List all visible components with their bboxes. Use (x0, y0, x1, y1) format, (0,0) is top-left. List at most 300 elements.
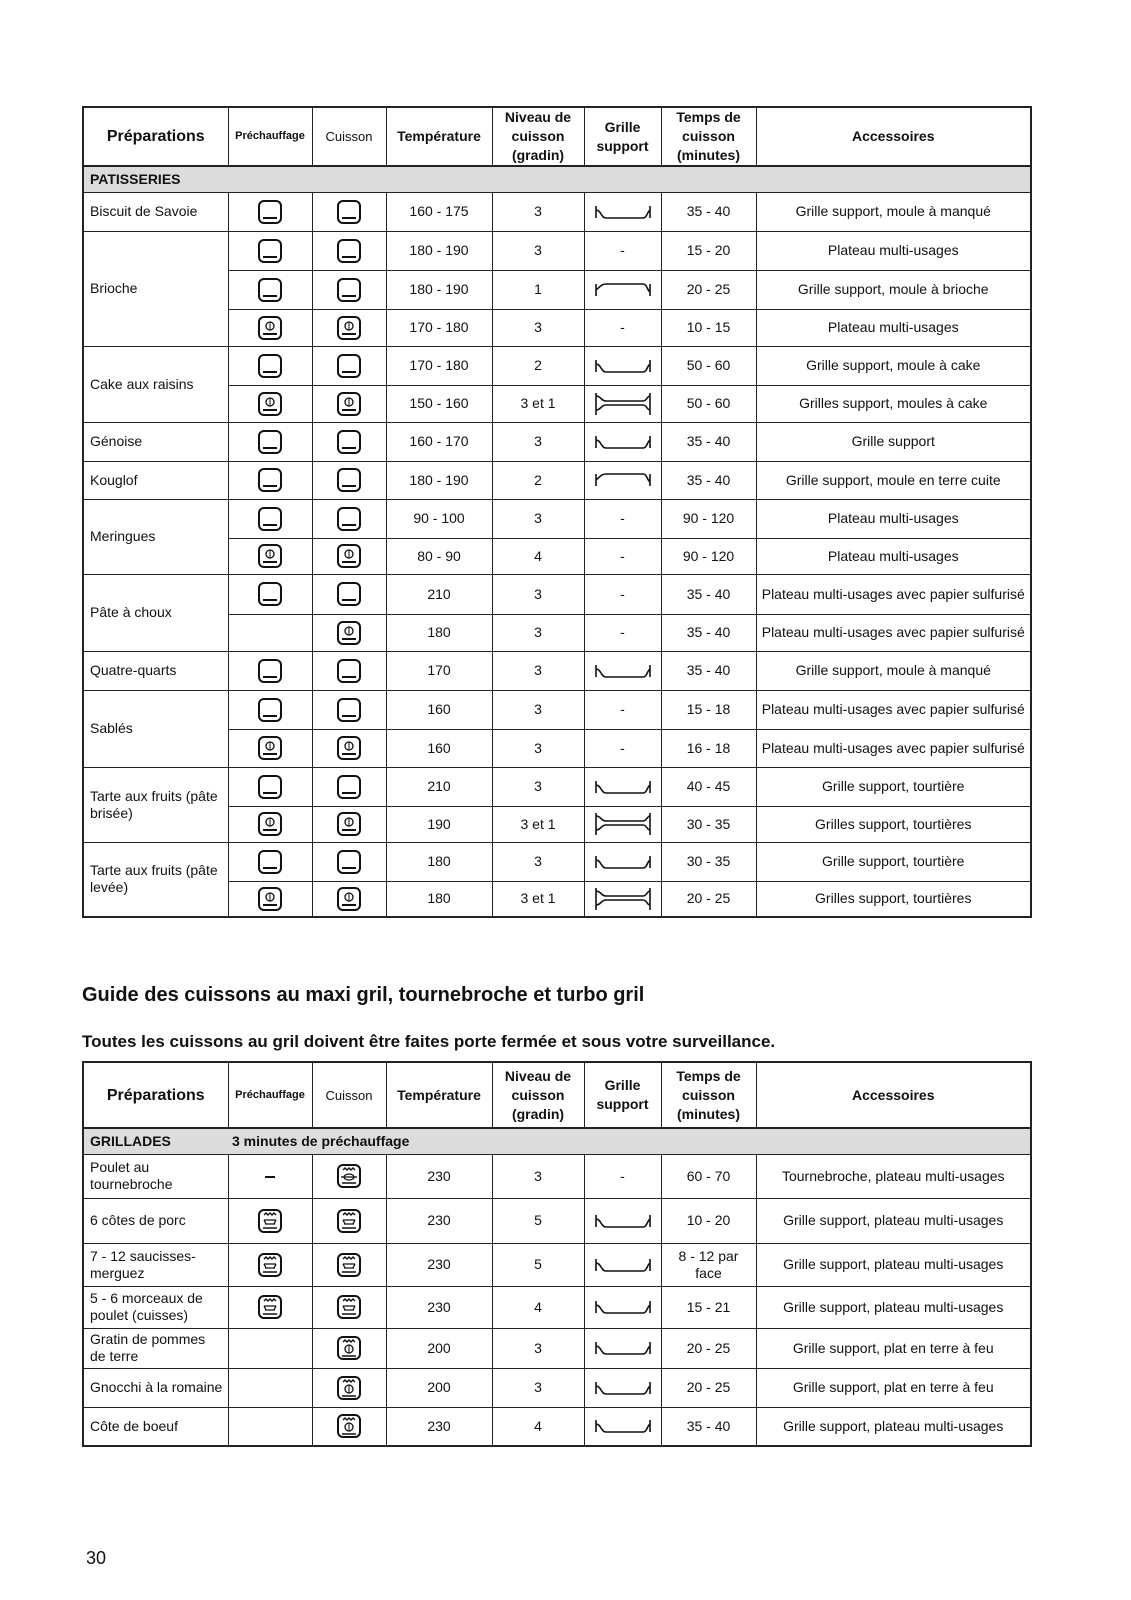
table-row (83, 1407, 1031, 1446)
rack-position-icon (593, 773, 653, 801)
preparation-name: Cake aux raisins (83, 346, 228, 422)
grille-cell (584, 881, 661, 917)
table-row (83, 574, 1031, 614)
rack-position-icon (593, 1412, 653, 1440)
oven-static-icon (336, 353, 362, 379)
rack-position-icon (593, 390, 653, 418)
cuisson-cell (312, 767, 386, 806)
cuisson-cell (312, 1286, 386, 1328)
table-row (83, 1286, 1031, 1328)
niveau-cell: 2 (492, 346, 584, 385)
temps-cell: 35 - 40 (661, 422, 756, 461)
niveau-cell: 1 (492, 270, 584, 309)
table-row (83, 651, 1031, 690)
preparation-name: 6 côtes de porc (83, 1198, 228, 1243)
grille-cell (584, 1243, 661, 1286)
fan-oven-icon (257, 735, 283, 761)
prechauffage-cell (228, 309, 312, 346)
header-cuisson: Cuisson (312, 1062, 386, 1128)
preparation-name: 7 - 12 saucisses-merguez (83, 1243, 228, 1286)
temperature-cell: 160 (386, 729, 492, 767)
oven-static-icon (257, 506, 283, 532)
prechauffage-cell (228, 806, 312, 842)
temperature-cell: 210 (386, 574, 492, 614)
fan-oven-icon (336, 391, 362, 417)
temperature-cell: 190 (386, 806, 492, 842)
oven-static-icon (336, 277, 362, 303)
table-row (83, 1198, 1031, 1243)
oven-static-icon (336, 506, 362, 532)
temperature-cell: 80 - 90 (386, 538, 492, 574)
fan-oven-icon (336, 811, 362, 837)
page-number: 30 (86, 1548, 107, 1568)
niveau-cell: 3 (492, 651, 584, 690)
temps-cell: 10 - 15 (661, 309, 756, 346)
prechauffage-cell (228, 729, 312, 767)
prechauffage-cell (228, 422, 312, 461)
oven-static-icon (257, 277, 283, 303)
rack-position-icon (593, 466, 653, 494)
fan-oven-icon (257, 543, 283, 569)
accessoires-cell: Tournebroche, plateau multi-usages (756, 1154, 1031, 1198)
cuisson-cell (312, 1243, 386, 1286)
grille-cell (584, 842, 661, 881)
header-niveau: Niveau de cuisson (gradin) (492, 107, 584, 166)
accessoires-cell: Grille support, plateau multi-usages (756, 1407, 1031, 1446)
cuisson-cell (312, 346, 386, 385)
temps-cell: 15 - 18 (661, 690, 756, 729)
grill-icon (257, 1294, 283, 1320)
prechauffage-cell (228, 1154, 312, 1198)
grille-cell: - (584, 574, 661, 614)
niveau-cell: 3 (492, 767, 584, 806)
preparation-name: Brioche (83, 231, 228, 346)
cuisson-cell (312, 231, 386, 270)
temps-cell: 20 - 25 (661, 881, 756, 917)
header-temperature: Température (386, 107, 492, 166)
accessoires-cell: Plateau multi-usages avec papier sulfurisé (756, 729, 1031, 767)
header-temperature: Température (386, 1062, 492, 1128)
oven-static-icon (336, 429, 362, 455)
temps-cell: 15 - 21 (661, 1286, 756, 1328)
temperature-cell: 90 - 100 (386, 499, 492, 538)
header-prechauffage: Préchauffage (228, 1062, 312, 1128)
grill-guide-heading: Guide des cuissons au maxi gril, tournebroche et turbo gril (82, 984, 645, 1006)
header-prechauffage: Préchauffage (228, 107, 312, 166)
prechauffage-cell (228, 1198, 312, 1243)
header-grille: Grille support (584, 107, 661, 166)
accessoires-cell: Grille support, moule à cake (756, 346, 1031, 385)
header-grille: Grille support (584, 1062, 661, 1128)
oven-static-icon (336, 238, 362, 264)
accessoires-cell: Plateau multi-usages (756, 309, 1031, 346)
table-row (83, 192, 1031, 231)
cuisson-cell (312, 651, 386, 690)
section-grillades (83, 1128, 1031, 1154)
niveau-cell: 3 (492, 690, 584, 729)
accessoires-cell: Plateau multi-usages (756, 538, 1031, 574)
temperature-cell: 170 - 180 (386, 346, 492, 385)
grille-cell (584, 385, 661, 422)
prechauffage-cell (228, 614, 312, 651)
grill-icon (336, 1208, 362, 1234)
prechauffage-cell (228, 1243, 312, 1286)
temperature-cell: 160 - 170 (386, 422, 492, 461)
grille-cell: - (584, 614, 661, 651)
fan-oven-icon (257, 391, 283, 417)
temperature-cell: 180 - 190 (386, 270, 492, 309)
accessoires-cell: Grille support, moule en terre cuite (756, 461, 1031, 499)
turbo-grill-icon (336, 1335, 362, 1361)
temperature-cell: 160 (386, 690, 492, 729)
temperature-cell: 200 (386, 1368, 492, 1407)
cuisson-cell (312, 1154, 386, 1198)
prechauffage-cell (228, 767, 312, 806)
niveau-cell: 3 (492, 842, 584, 881)
temperature-cell: 180 (386, 842, 492, 881)
grille-cell (584, 346, 661, 385)
rack-position-icon (593, 1334, 653, 1362)
oven-static-icon (257, 774, 283, 800)
grille-cell (584, 270, 661, 309)
temperature-cell: 200 (386, 1328, 492, 1368)
grille-cell (584, 1407, 661, 1446)
temperature-cell: 170 (386, 651, 492, 690)
grille-cell (584, 1286, 661, 1328)
prechauffage-cell (228, 231, 312, 270)
oven-static-icon (257, 467, 283, 493)
rack-position-icon (593, 1251, 653, 1279)
turbo-grill-icon (336, 1375, 362, 1401)
niveau-cell: 3 (492, 1154, 584, 1198)
table-row (83, 1243, 1031, 1286)
table-row (83, 767, 1031, 806)
niveau-cell: 3 (492, 614, 584, 651)
preparation-name: 5 - 6 morceaux de poulet (cuisses) (83, 1286, 228, 1328)
oven-static-icon (336, 849, 362, 875)
prechauffage-cell (228, 1286, 312, 1328)
turbo-grill-icon (336, 1413, 362, 1439)
accessoires-cell: Grille support, plat en terre à feu (756, 1328, 1031, 1368)
section-grillades-label: GRILLADES (90, 1132, 171, 1149)
table-row (83, 690, 1031, 729)
header-temps: Temps de cuisson (minutes) (661, 107, 756, 166)
table-row (83, 499, 1031, 538)
oven-static-icon (257, 658, 283, 684)
preparation-name: Gnocchi à la romaine (83, 1368, 228, 1407)
oven-static-icon (336, 199, 362, 225)
oven-static-icon (336, 581, 362, 607)
preparation-name: Kouglof (83, 461, 228, 499)
temperature-cell: 180 - 190 (386, 461, 492, 499)
temperature-cell: 230 (386, 1198, 492, 1243)
niveau-cell: 4 (492, 1286, 584, 1328)
temps-cell: 35 - 40 (661, 574, 756, 614)
preparation-name: Côte de boeuf (83, 1407, 228, 1446)
oven-static-icon (257, 238, 283, 264)
table-row (83, 1328, 1031, 1368)
table-row (83, 842, 1031, 881)
oven-static-icon (336, 774, 362, 800)
patisseries-table (82, 106, 1032, 918)
prechauffage-cell (228, 538, 312, 574)
accessoires-cell: Grille support, plateau multi-usages (756, 1198, 1031, 1243)
grille-cell (584, 192, 661, 231)
grille-cell: - (584, 729, 661, 767)
rack-position-icon (593, 1207, 653, 1235)
niveau-cell: 3 (492, 192, 584, 231)
prechauffage-cell (228, 192, 312, 231)
grille-cell (584, 1328, 661, 1368)
prechauffage-cell (228, 1368, 312, 1407)
table-row (83, 1368, 1031, 1407)
rack-position-icon (593, 428, 653, 456)
rack-position-icon (593, 810, 653, 838)
niveau-cell: 3 (492, 309, 584, 346)
niveau-cell: 3 et 1 (492, 881, 584, 917)
prechauffage-cell (228, 499, 312, 538)
cuisson-cell (312, 192, 386, 231)
fan-oven-icon (257, 315, 283, 341)
temperature-cell: 230 (386, 1286, 492, 1328)
temperature-cell: 180 - 190 (386, 231, 492, 270)
fan-oven-icon (336, 620, 362, 646)
oven-static-icon (257, 199, 283, 225)
temps-cell: 50 - 60 (661, 385, 756, 422)
temps-cell: 90 - 120 (661, 538, 756, 574)
grille-cell (584, 767, 661, 806)
prechauffage-cell (228, 842, 312, 881)
dash-icon (263, 1174, 277, 1180)
temps-cell: 35 - 40 (661, 1407, 756, 1446)
niveau-cell: 4 (492, 538, 584, 574)
preparation-name: Tarte aux fruits (pâte brisée) (83, 767, 228, 842)
grill-icon (336, 1252, 362, 1278)
preparation-name: Sablés (83, 690, 228, 767)
temperature-cell: 170 - 180 (386, 309, 492, 346)
table-row (83, 346, 1031, 385)
accessoires-cell: Plateau multi-usages avec papier sulfurisé (756, 574, 1031, 614)
niveau-cell: 3 (492, 574, 584, 614)
temperature-cell: 230 (386, 1243, 492, 1286)
accessoires-cell: Grille support, plateau multi-usages (756, 1243, 1031, 1286)
cuisson-cell (312, 385, 386, 422)
rack-position-icon (593, 1293, 653, 1321)
header-niveau: Niveau de cuisson (gradin) (492, 1062, 584, 1128)
oven-static-icon (336, 658, 362, 684)
grill-guide-subheading: Toutes les cuissons au gril doivent être faites porte fermée et sous votre surveillance. (82, 1032, 776, 1051)
accessoires-cell: Grilles support, moules à cake (756, 385, 1031, 422)
temps-cell: 40 - 45 (661, 767, 756, 806)
preparation-name: Biscuit de Savoie (83, 192, 228, 231)
rack-position-icon (593, 657, 653, 685)
grille-cell (584, 1368, 661, 1407)
fan-oven-icon (336, 735, 362, 761)
cuisson-cell (312, 309, 386, 346)
temps-cell: 30 - 35 (661, 842, 756, 881)
cuisson-cell (312, 881, 386, 917)
accessoires-cell: Plateau multi-usages (756, 231, 1031, 270)
grille-cell: - (584, 231, 661, 270)
accessoires-cell: Grille support, moule à brioche (756, 270, 1031, 309)
prechauffage-cell (228, 270, 312, 309)
prechauffage-cell (228, 346, 312, 385)
accessoires-cell: Plateau multi-usages avec papier sulfurisé (756, 614, 1031, 651)
accessoires-cell: Plateau multi-usages (756, 499, 1031, 538)
rack-position-icon (593, 848, 653, 876)
cuisson-cell (312, 422, 386, 461)
niveau-cell: 3 et 1 (492, 385, 584, 422)
oven-static-icon (336, 467, 362, 493)
preparation-name: Pâte à choux (83, 574, 228, 651)
oven-static-icon (257, 353, 283, 379)
table-row (83, 422, 1031, 461)
preparation-name: Poulet au tournebroche (83, 1154, 228, 1198)
niveau-cell: 3 et 1 (492, 806, 584, 842)
oven-static-icon (257, 697, 283, 723)
accessoires-cell: Grille support, moule à manqué (756, 651, 1031, 690)
cuisson-cell (312, 690, 386, 729)
prechauffage-cell (228, 881, 312, 917)
temps-cell: 30 - 35 (661, 806, 756, 842)
prechauffage-cell (228, 461, 312, 499)
grille-cell: - (584, 1154, 661, 1198)
temps-cell: 35 - 40 (661, 614, 756, 651)
preparation-name: Tarte aux fruits (pâte levée) (83, 842, 228, 917)
niveau-cell: 3 (492, 231, 584, 270)
oven-static-icon (257, 429, 283, 455)
temperature-cell: 230 (386, 1407, 492, 1446)
temps-cell: 50 - 60 (661, 346, 756, 385)
cuisson-cell (312, 806, 386, 842)
header-preparations: Préparations (83, 107, 228, 166)
temperature-cell: 180 (386, 614, 492, 651)
cuisson-cell (312, 270, 386, 309)
cuisson-cell (312, 1368, 386, 1407)
fan-oven-icon (257, 811, 283, 837)
oven-static-icon (336, 697, 362, 723)
section-grillades-note: 3 minutes de préchauffage (232, 1132, 410, 1149)
prechauffage-cell (228, 385, 312, 422)
temps-cell: 60 - 70 (661, 1154, 756, 1198)
temps-cell: 20 - 25 (661, 1328, 756, 1368)
temperature-cell: 210 (386, 767, 492, 806)
cuisson-cell (312, 1407, 386, 1446)
preparation-name: Meringues (83, 499, 228, 574)
accessoires-cell: Grille support, tourtière (756, 767, 1031, 806)
prechauffage-cell (228, 651, 312, 690)
grille-cell: - (584, 309, 661, 346)
rotisserie-icon (336, 1163, 362, 1189)
temps-cell: 35 - 40 (661, 651, 756, 690)
accessoires-cell: Grille support, plateau multi-usages (756, 1286, 1031, 1328)
temps-cell: 10 - 20 (661, 1198, 756, 1243)
grille-cell: - (584, 690, 661, 729)
temps-cell: 35 - 40 (661, 192, 756, 231)
fan-oven-icon (336, 886, 362, 912)
cuisson-cell (312, 461, 386, 499)
cuisson-cell (312, 842, 386, 881)
temps-cell: 15 - 20 (661, 231, 756, 270)
niveau-cell: 3 (492, 499, 584, 538)
header-cuisson: Cuisson (312, 107, 386, 166)
niveau-cell: 3 (492, 422, 584, 461)
temperature-cell: 180 (386, 881, 492, 917)
grille-cell (584, 422, 661, 461)
fan-oven-icon (257, 886, 283, 912)
header-accessoires: Accessoires (756, 1062, 1031, 1128)
grillades-table (82, 1061, 1032, 1447)
cuisson-cell (312, 499, 386, 538)
header-temps: Temps de cuisson (minutes) (661, 1062, 756, 1128)
accessoires-cell: Grilles support, tourtières (756, 881, 1031, 917)
fan-oven-icon (336, 315, 362, 341)
temperature-cell: 230 (386, 1154, 492, 1198)
temperature-cell: 160 - 175 (386, 192, 492, 231)
cuisson-cell (312, 538, 386, 574)
temperature-cell: 150 - 160 (386, 385, 492, 422)
fan-oven-icon (336, 543, 362, 569)
cuisson-cell (312, 614, 386, 651)
grill-icon (336, 1294, 362, 1320)
header-accessoires: Accessoires (756, 107, 1031, 166)
niveau-cell: 3 (492, 1368, 584, 1407)
niveau-cell: 5 (492, 1243, 584, 1286)
prechauffage-cell (228, 574, 312, 614)
grill-icon (257, 1208, 283, 1234)
rack-position-icon (593, 352, 653, 380)
niveau-cell: 3 (492, 1328, 584, 1368)
niveau-cell: 4 (492, 1407, 584, 1446)
grill-icon (257, 1252, 283, 1278)
accessoires-cell: Grille support, moule à manqué (756, 192, 1031, 231)
grille-cell: - (584, 538, 661, 574)
accessoires-cell: Grille support, tourtière (756, 842, 1031, 881)
grille-cell (584, 461, 661, 499)
preparation-name: Gratin de pommes de terre (83, 1328, 228, 1368)
grille-cell (584, 806, 661, 842)
temps-cell: 20 - 25 (661, 270, 756, 309)
grille-cell (584, 651, 661, 690)
rack-position-icon (593, 885, 653, 913)
rack-position-icon (593, 1374, 653, 1402)
prechauffage-cell (228, 1328, 312, 1368)
niveau-cell: 2 (492, 461, 584, 499)
oven-static-icon (257, 849, 283, 875)
prechauffage-cell (228, 690, 312, 729)
cuisson-cell (312, 574, 386, 614)
accessoires-cell: Grilles support, tourtières (756, 806, 1031, 842)
table-row (83, 231, 1031, 270)
temps-cell: 20 - 25 (661, 1368, 756, 1407)
oven-static-icon (257, 581, 283, 607)
accessoires-cell: Grille support (756, 422, 1031, 461)
table-row (83, 461, 1031, 499)
rack-position-icon (593, 198, 653, 226)
accessoires-cell: Plateau multi-usages avec papier sulfurisé (756, 690, 1031, 729)
temps-cell: 90 - 120 (661, 499, 756, 538)
preparation-name: Génoise (83, 422, 228, 461)
cuisson-cell (312, 1198, 386, 1243)
accessoires-cell: Grille support, plat en terre à feu (756, 1368, 1031, 1407)
prechauffage-cell (228, 1407, 312, 1446)
niveau-cell: 3 (492, 729, 584, 767)
cuisson-cell (312, 1328, 386, 1368)
rack-position-icon (593, 276, 653, 304)
cuisson-cell (312, 729, 386, 767)
temps-cell: 35 - 40 (661, 461, 756, 499)
temps-cell: 8 - 12 par face (661, 1243, 756, 1286)
